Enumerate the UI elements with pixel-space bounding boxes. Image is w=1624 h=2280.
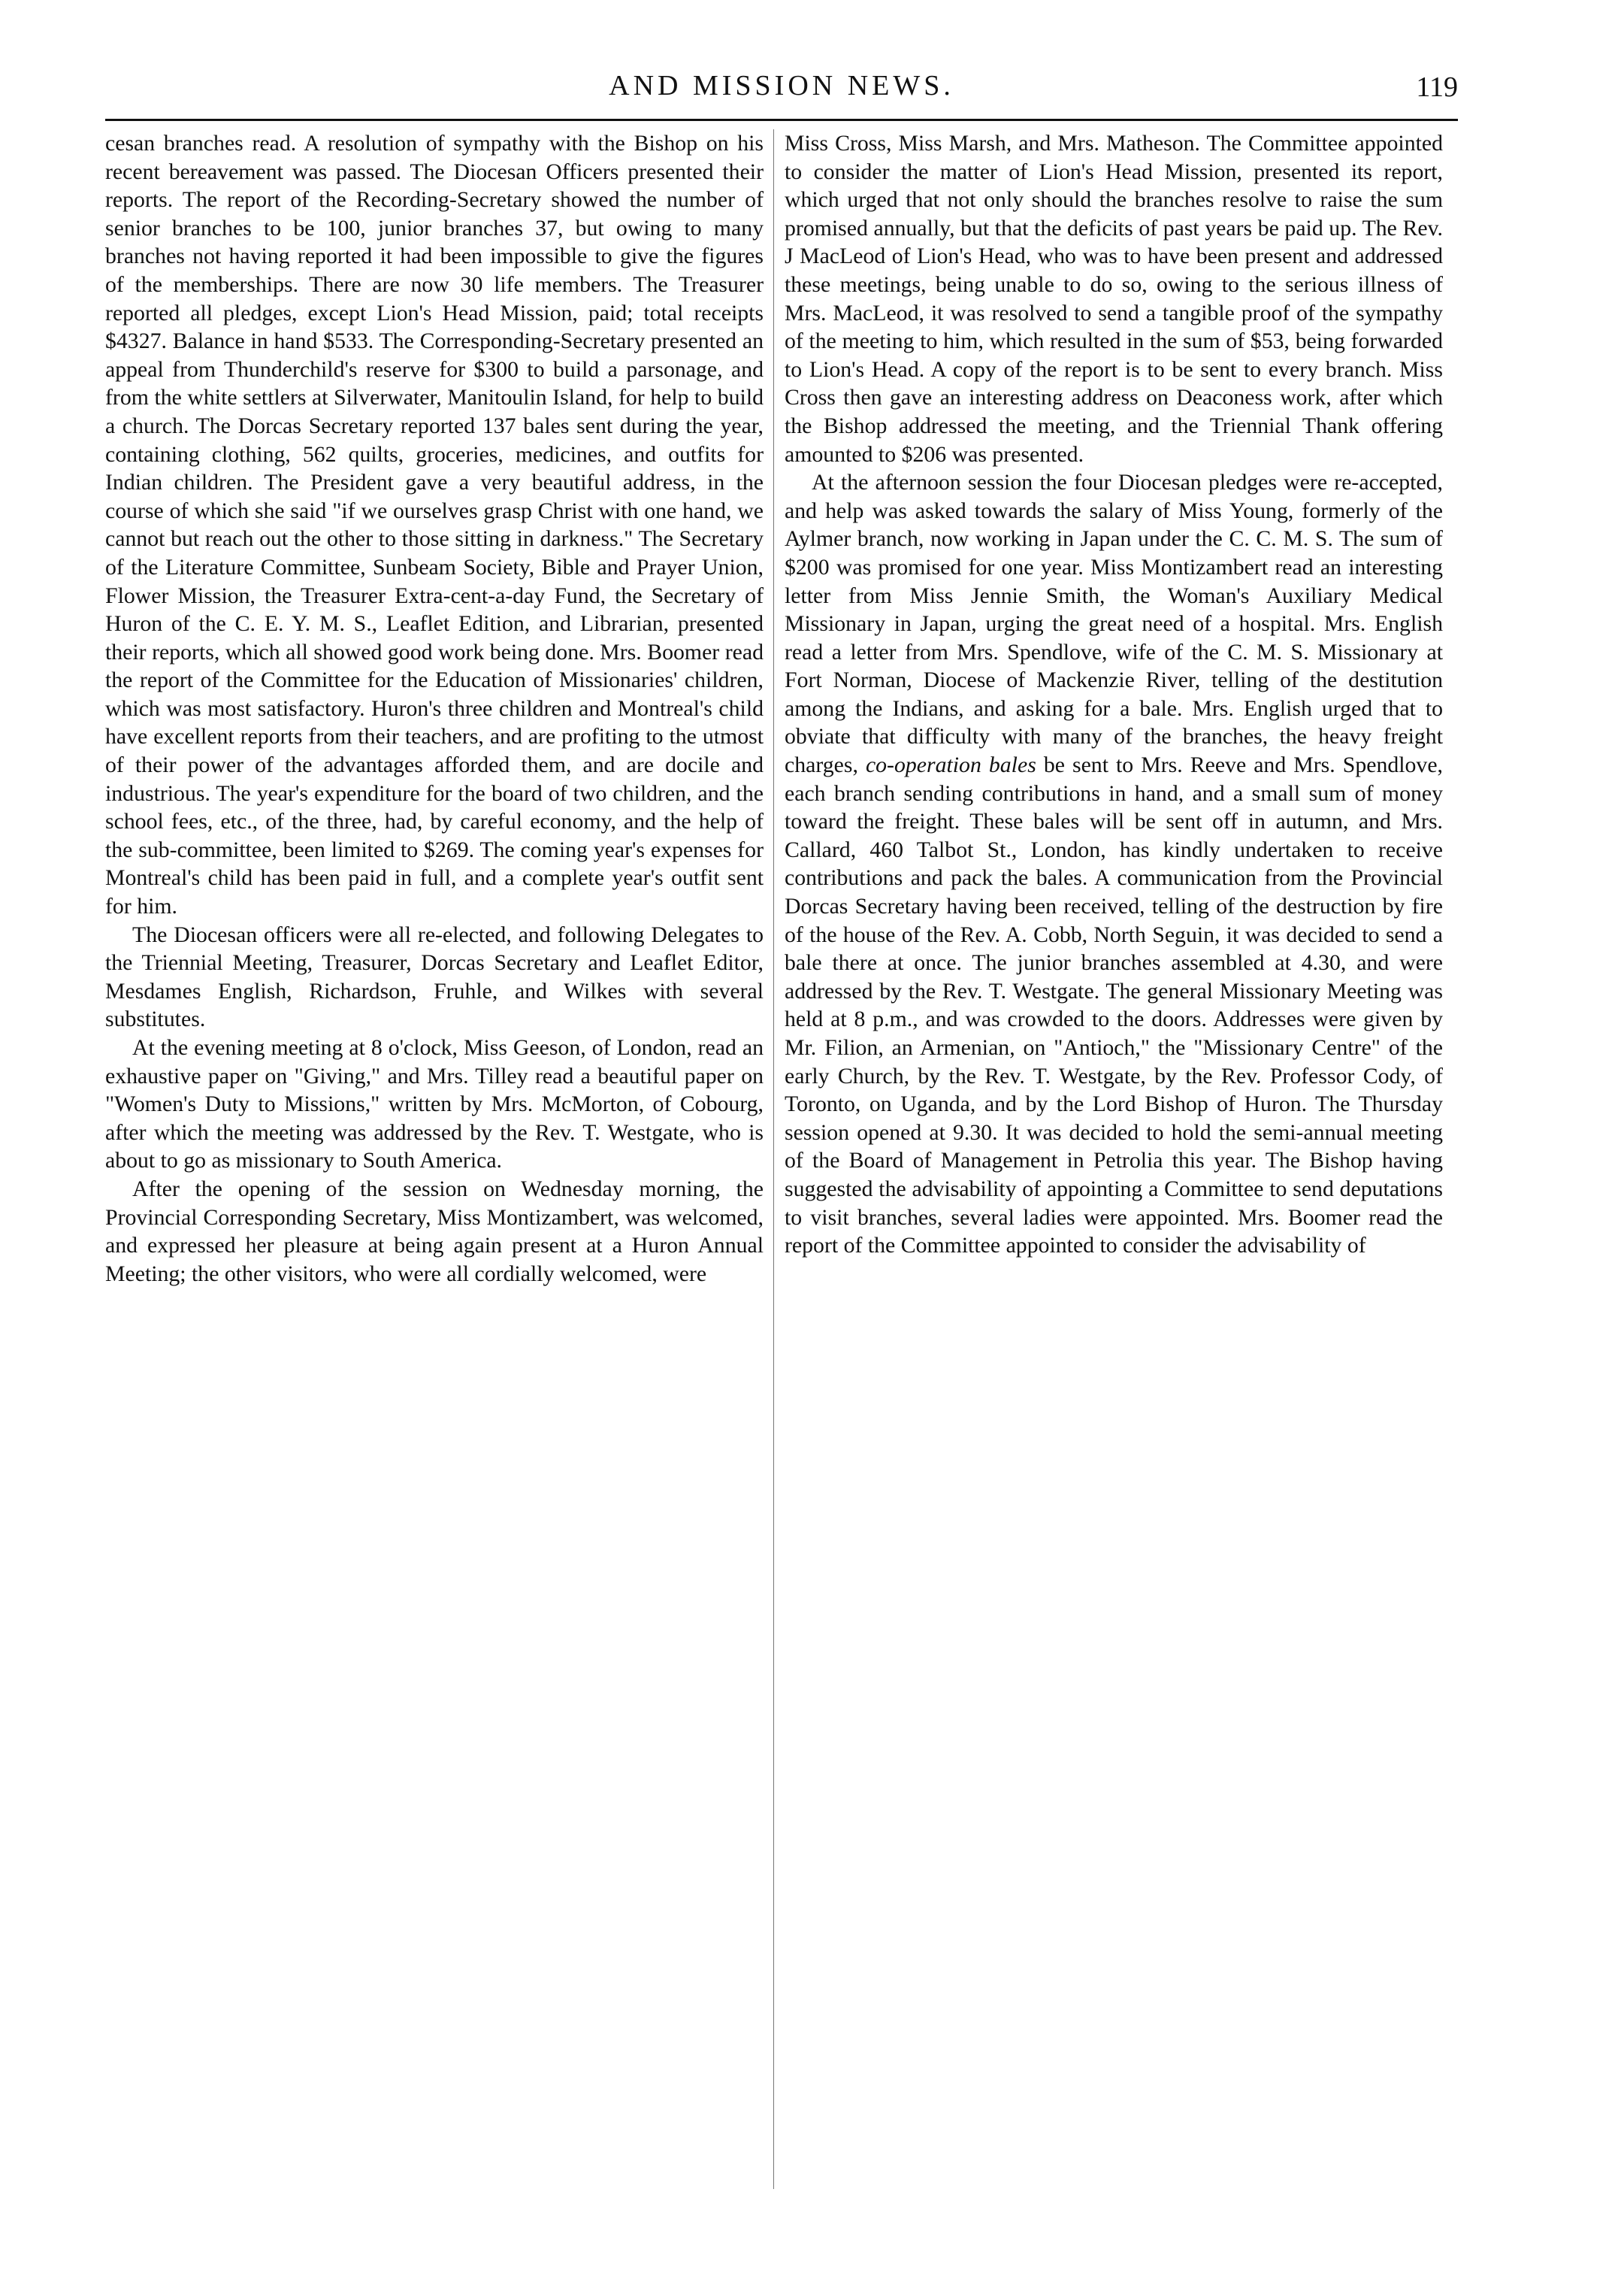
- italic-phrase: co-operation bales: [865, 752, 1036, 778]
- paragraph-text: At the afternoon session the four Diocesan pledges were re-accepted, and help was asked towards the salary of Miss Young, formerly of the Aylmer branch, now working in Japan under the C. C. M. S. The sum of $200 was promised for one year. Miss Montizambert read an interesting letter from Miss Jennie Smith, the Woman's Auxiliary Medical Missionary in Japan, urging the great need of a hospital. Mrs. English read a letter from Mrs. Spendlove, wife of the C. M. S. Missionary at Fort Norman, Diocese of Mackenzie River, telling of the destitution among the Indians, and asking for a bale. Mrs. English urged that to obviate that difficulty with many of the branches, the heavy freight charges,: [785, 470, 1443, 778]
- column-divider: [773, 129, 774, 2189]
- running-title: AND MISSION NEWS.: [609, 70, 954, 101]
- paragraph: At the evening meeting at 8 o'clock, Miss Geeson, of London, read an exhaustive paper on "Giving," and Mrs. Tilley read a beautiful paper on "Women's Duty to Missions," written by Mrs. McMorton, of Cobourg, after which the meeting was addressed by the Rev. T. Westgate, who is about to go as missionary to South America.: [105, 1035, 764, 1173]
- paragraph: Miss Cross, Miss Marsh, and Mrs. Matheson. The Committee appointed to consider the matter of Lion's Head Mission, presented its report, which urged that not only should the branches resolve to raise the sum promised annually, but that the deficits of past years be paid up. The Rev. J MacLeod of Lion's Head, who was to have been present and addressed these meetings, being unable to do so, owing to the serious illness of Mrs. MacLeod, it was resolved to send a tangible proof of the sympathy of the meeting to him, which resulted in the sum of $53, being forwarded to Lion's Head. A copy of the report is to be sent to every branch. Miss Cross then gave an interesting address on Deaconess work, after which the Bishop addressed the meeting, and the Triennial Thank offering amounted to $206 was presented.: [785, 131, 1443, 467]
- page-number: 119: [1416, 71, 1458, 103]
- paragraph: The Diocesan officers were all re-elected, and following Delegates to the Triennial Meeting, Treasurer, Dorcas Secretary and Leaflet Editor, Mesdames English, Richardson, Fruhle, and Wilkes with several substitutes.: [105, 922, 764, 1032]
- header-rule: [105, 119, 1458, 121]
- page-header: [105, 69, 1458, 114]
- paragraph: After the opening of the session on Wednesday morning, the Provincial Corresponding Secretary, Miss Montizambert, was welcomed, and expressed her pleasure at being again present at a Huron Annual Meeting; the other visitors, who were all cordially welcomed, were: [105, 1176, 764, 1286]
- left-column: [105, 129, 764, 2219]
- paragraph-text: be sent to Mrs. Reeve and Mrs. Spendlove, each branch sending contributions in hand, and a small sum of money toward the freight. These bales will be sent off in autumn, and Mrs. Callard, 460 Talbot St., London, has kindly undertaken to receive contributions and pack the bales. A communication from the Provincial Dorcas Secretary having been received, telling of the destruction by fire of the house of the Rev. A. Cobb, North Seguin, it was decided to send a bale there at once. The junior branches assembled at 4.30, and were addressed by the Rev. T. Westgate. The general Missionary Meeting was held at 8 p.m., and was crowded to the doors. Addresses were given by Mr. Filion, an Armenian, on "Antioch," the "Missionary Centre" of the early Church, by the Rev. T. Westgate, by the Rev. Professor Cody, of Toronto, on Uganda, and by the Lord Bishop of Huron. The Thursday session opened at 9.30. It was decided to hold the semi-annual meeting of the Board of Management in Petrolia this year. The Bishop having suggested the advisability of appointing a Committee to send deputations to visit branches, several ladies were appointed. Mrs. Boomer read the report of the Committee appointed to consider the advisability of: [785, 752, 1443, 1258]
- right-column: [785, 129, 1443, 2219]
- paragraph: [785, 468, 1443, 1260]
- paragraph: cesan branches read. A resolution of sympathy with the Bishop on his recent bereavement was passed. The Diocesan Officers presented their reports. The report of the Recording-Secretary showed the number of senior branches to be 100, junior branches 37, but owing to many branches not having reported it had been impossible to give the figures of the memberships. There are now 30 life members. The Treasurer reported all pledges, except Lion's Head Mission, paid; total receipts $4327. Balance in hand $533. The Corresponding-Secretary presented an appeal from Thunderchild's reserve for $300 to build a parsonage, and from the white settlers at Silverwater, Manitoulin Island, for help to build a church. The Dorcas Secretary reported 137 bales sent during the year, containing clothing, 562 quilts, groceries, medicines, and outfits for Indian children. The President gave a very beautiful address, in the course of which she said "if we ourselves grasp Christ with one hand, we cannot but reach out the other to those sitting in darkness." The Secretary of the Literature Committee, Sunbeam Society, Bible and Prayer Union, Flower Mission, the Treasurer Extra-cent-a-day Fund, the Secretary of Huron of the C. E. Y. M. S., Leaflet Edition, and Librarian, presented their reports, which all showed good work being done. Mrs. Boomer read the report of the Committee for the Education of Missionaries' children, which was most satisfactory. Huron's three children and Montreal's child have excellent reports from their teachers, and are profiting to the utmost of their power of the advantages afforded them, and are docile and industrious. The year's expenditure for the board of two children, and the school fees, etc., of the three, had, by careful economy, and the help of the sub-committee, been limited to $269. The coming year's expenses for Montreal's child has been paid in full, and a complete year's outfit sent for him.: [105, 131, 764, 919]
